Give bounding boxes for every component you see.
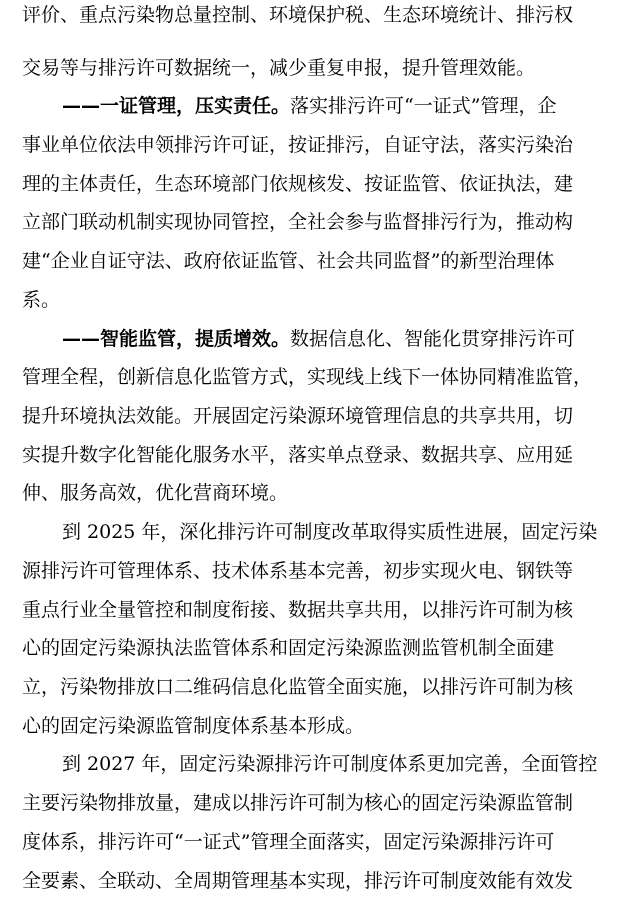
text-line: 主要污染物排放量，建成以排污许可制为核心的固定污染源监管制 xyxy=(22,792,574,814)
text-line: 立部门联动机制实现协同管控，全社会参与监督排污行为，推动构 xyxy=(22,211,574,233)
bold-heading: ——一证管理，压实责任。 xyxy=(62,95,291,117)
text-line: 实提升数字化智能化服务水平，落实单点登录、数据共享、应用延 xyxy=(22,444,574,466)
paragraph-start-line: 到 2025 年，深化排污许可制度改革取得实质性进展，固定污染 xyxy=(62,521,598,543)
text-line: 度体系，排污许可“一证式”管理全面落实，固定污染源排污许可 xyxy=(22,831,555,853)
text-line: 提升环境执法效能。开展固定污染源环境管理信息的共享共用，切 xyxy=(22,405,574,427)
text-line: 心的固定污染源执法监管体系和固定污染源监测监管机制全面建 xyxy=(22,637,555,659)
text-line: 立，污染物排放口二维码信息化监管全面实施，以排污许可制为核 xyxy=(22,676,574,698)
text-line: 全要素、全联动、全周期管理基本实现，排污许可制度效能有效发 xyxy=(22,870,574,892)
text-line: 源排污许可管理体系、技术体系基本完善，初步实现火电、钢铁等 xyxy=(22,560,574,582)
section-heading-line: ——智能监管，提质增效。数据信息化、智能化贯穿排污许可 xyxy=(62,328,576,350)
text-line: 管理全程，创新信息化监管方式，实现线上线下一体协同精准监管， xyxy=(22,366,593,388)
text-line: 建“企业自证守法、政府依证监管、社会共同监督”的新型治理体 xyxy=(22,250,555,272)
bold-heading: ——智能监管，提质增效。 xyxy=(62,328,291,350)
text-line: 事业单位依法申领排污许可证，按证排污，自证守法，落实污染治 xyxy=(22,134,574,156)
paragraph-start-line: 到 2027 年，固定污染源排污许可制度体系更加完善，全面管控 xyxy=(62,753,598,775)
text-line: 重点行业全量管控和制度衔接、数据共享共用，以排污许可制为核 xyxy=(22,599,574,621)
text-line: 伸、服务高效，优化营商环境。 xyxy=(22,482,289,504)
text-line: 交易等与排污许可数据统一，减少重复申报，提升管理效能。 xyxy=(22,57,536,79)
text-line: 系。 xyxy=(22,289,61,311)
text-line: 评价、重点污染物总量控制、环境保护税、生态环境统计、排污权 xyxy=(22,4,574,26)
text-line: 心的固定污染源监管制度体系基本形成。 xyxy=(22,715,365,737)
section-heading-line: ——一证管理，压实责任。落实排污许可“一证式”管理，企 xyxy=(62,95,557,117)
text-line: 理的主体责任，生态环境部门依规核发、按证监管、依证执法，建 xyxy=(22,173,574,195)
